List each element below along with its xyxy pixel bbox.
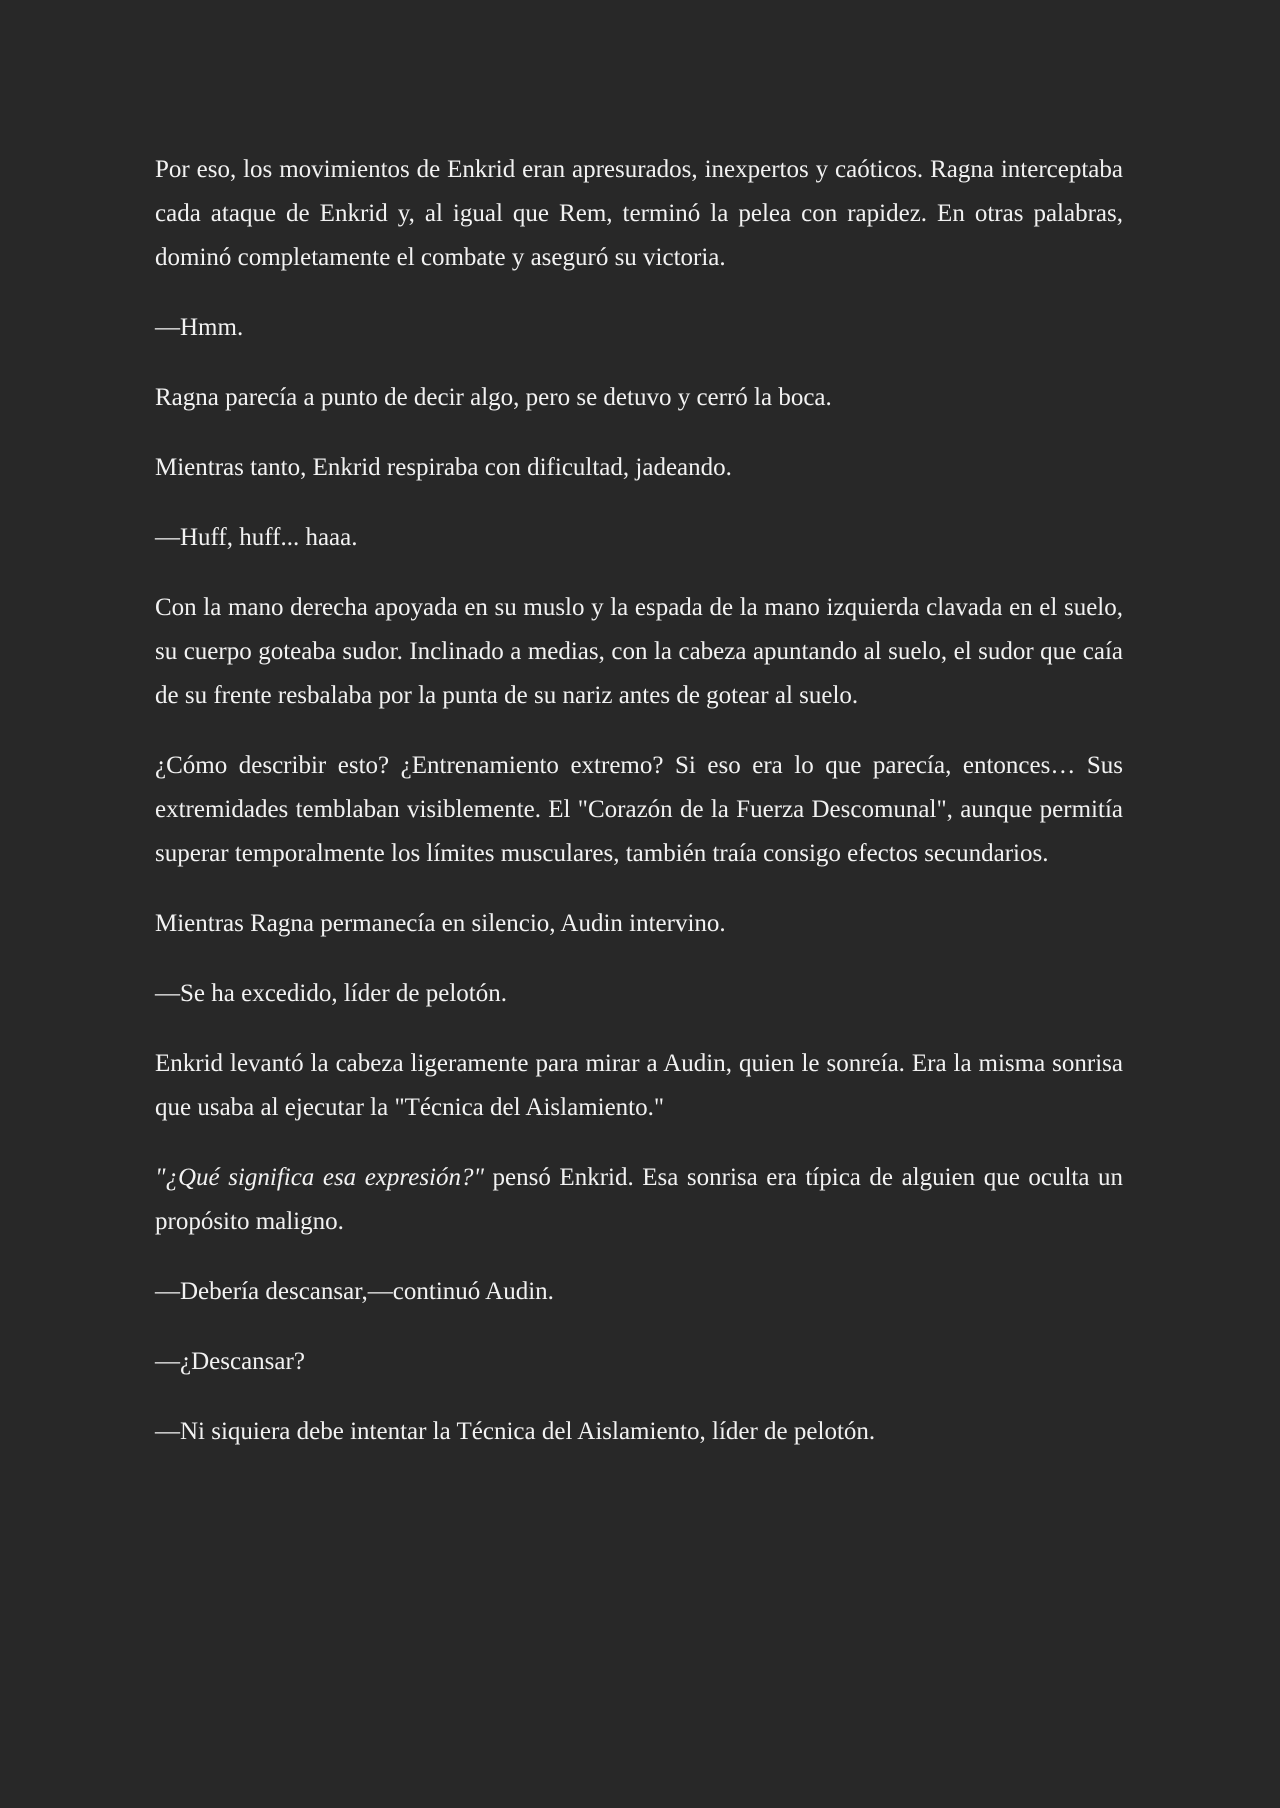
- paragraph: [155, 1156, 1123, 1244]
- dialogue-line: —Hmm.: [155, 314, 244, 341]
- dialogue-line: —Ni siquiera debe intentar la Técnica del Aislamiento, líder de pelotón.: [155, 1418, 876, 1445]
- dialogue-line: —Huff, huff... haaa.: [155, 524, 358, 551]
- dialogue-line: —Se ha excedido, líder de pelotón.: [155, 980, 507, 1007]
- italic-thought: "¿Qué significa esa expresión?": [155, 1164, 484, 1191]
- paragraph: Por eso, los movimientos de Enkrid eran apresurados, inexpertos y caóticos. Ragna interceptaba cada ataque de Enkrid y, al igual que Rem, terminó la pelea con rapidez. En otras palabras, dominó completamente el combate y aseguró su victoria.: [155, 156, 1123, 271]
- dialogue-line: —¿Descansar?: [155, 1348, 305, 1375]
- paragraph-text: pensó Enkrid. Esa sonrisa era típica de alguien que oculta un propósito maligno.: [155, 1164, 1123, 1235]
- paragraph: Mientras tanto, Enkrid respiraba con dificultad, jadeando.: [155, 454, 732, 481]
- paragraph: Mientras Ragna permanecía en silencio, Audin intervino.: [155, 910, 726, 937]
- paragraph: Con la mano derecha apoyada en su muslo y la espada de la mano izquierda clavada en el suelo, su cuerpo goteaba sudor. Inclinado a medias, con la cabeza apuntando al suelo, el sudor que caía de su frente resbalaba por la punta de su nariz antes de gotear al suelo.: [155, 594, 1123, 709]
- dialogue-line: —Debería descansar,—continuó Audin.: [155, 1278, 554, 1305]
- paragraph: ¿Cómo describir esto? ¿Entrenamiento extremo? Si eso era lo que parecía, entonces… Sus extremidades temblaban visiblemente. El "Corazón de la Fuerza Descomunal", aunque permitía superar temporalmente los límites musculares, también traía consigo efectos secundarios.: [155, 752, 1123, 867]
- paragraph: Enkrid levantó la cabeza ligeramente para mirar a Audin, quien le sonreía. Era la misma sonrisa que usaba al ejecutar la "Técnica del Aislamiento.": [155, 1050, 1123, 1121]
- paragraph: Ragna parecía a punto de decir algo, pero se detuvo y cerró la boca.: [155, 384, 832, 411]
